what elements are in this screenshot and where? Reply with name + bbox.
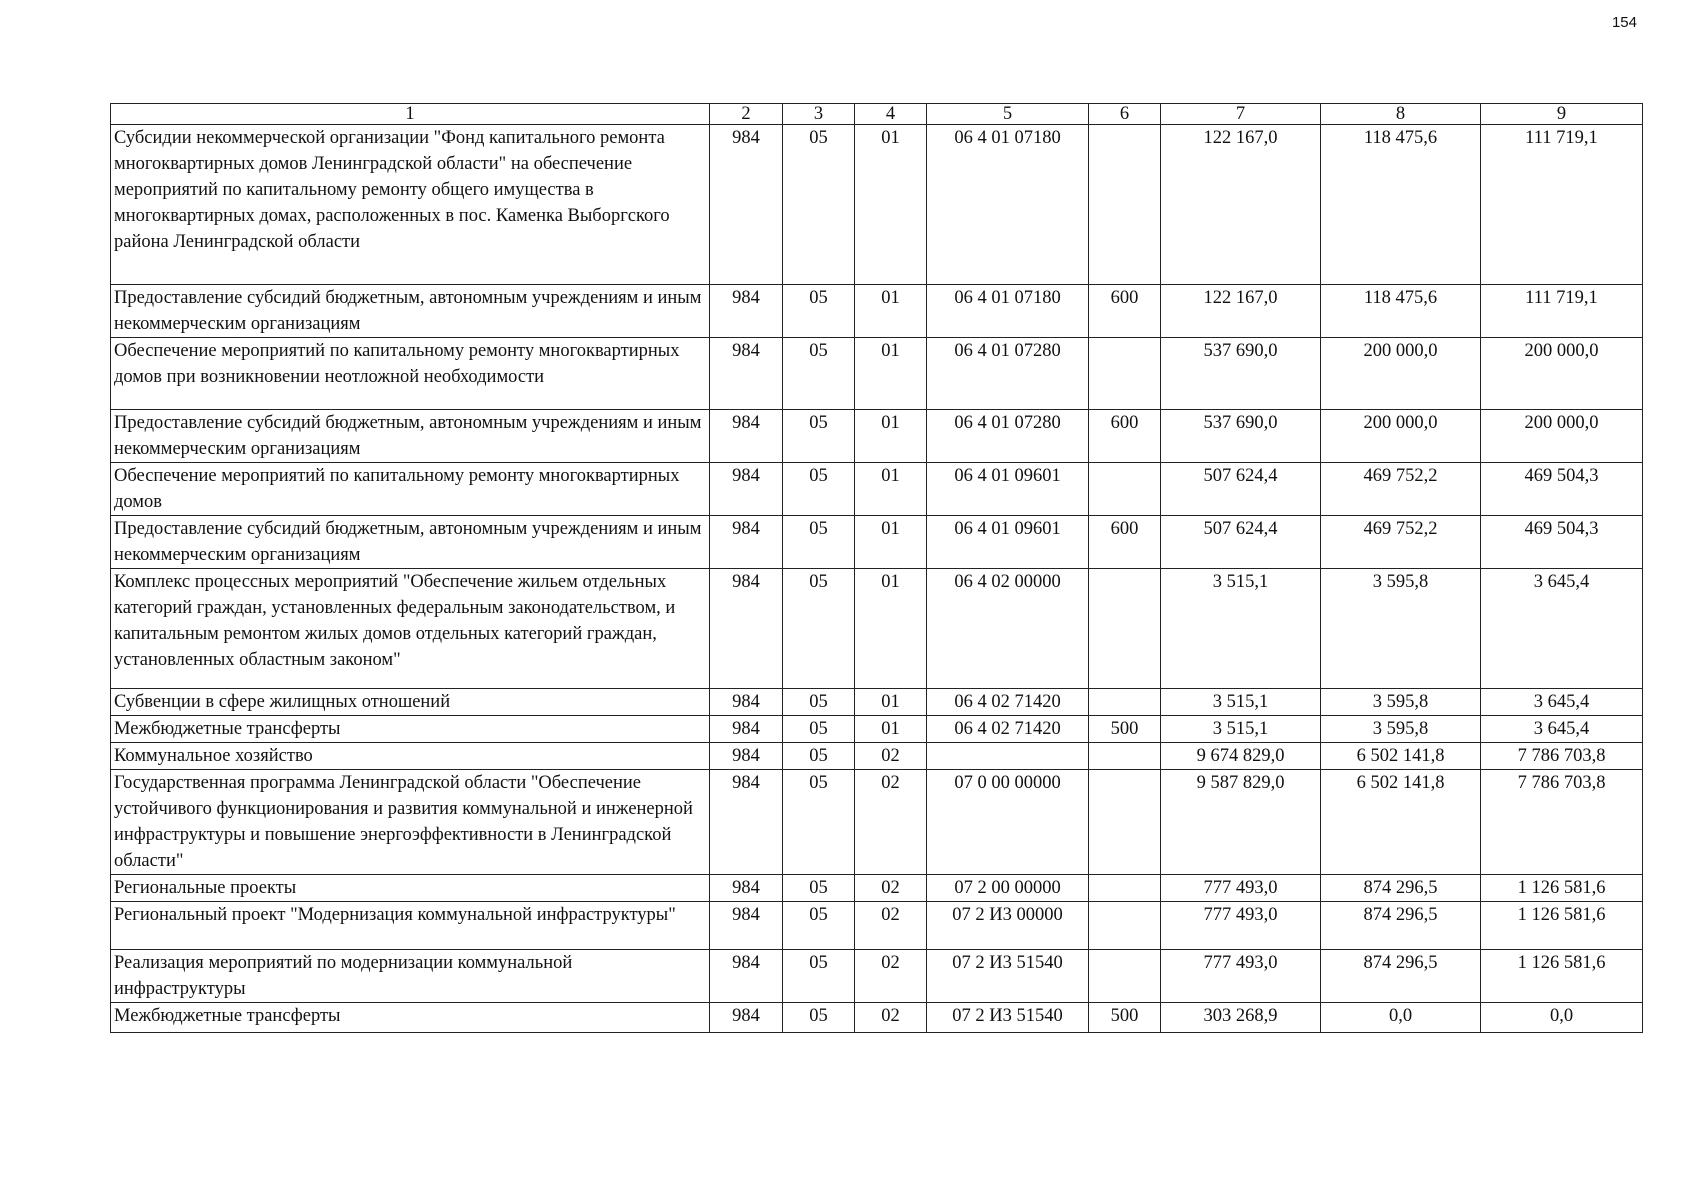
- row-name-cell: Комплекс процессных мероприятий "Обеспечение жильем отдельных категорий граждан, установленных федеральным законодательством, и капитальным ремонтом жилых домов отдельных категорий граждан, установленных областным законом": [111, 569, 710, 689]
- row-code-3-cell: 05: [783, 689, 855, 716]
- row-value-7-cell: 777 493,0: [1161, 875, 1321, 902]
- table-row: [111, 689, 1643, 716]
- page-number: 154: [1611, 14, 1637, 31]
- row-code-3-cell: 05: [783, 875, 855, 902]
- table-row: [111, 902, 1643, 950]
- row-value-8-cell: 3 595,8: [1321, 716, 1481, 743]
- row-value-8-cell: 469 752,2: [1321, 516, 1481, 569]
- row-value-8-cell: 0,0: [1321, 1003, 1481, 1033]
- row-value-7-cell: 3 515,1: [1161, 716, 1321, 743]
- row-code-3-cell: 05: [783, 125, 855, 285]
- row-value-9-cell: 1 126 581,6: [1481, 950, 1643, 1003]
- row-value-8-cell: 874 296,5: [1321, 902, 1481, 950]
- row-value-9-cell: 1 126 581,6: [1481, 875, 1643, 902]
- row-name-cell: Обеспечение мероприятий по капитальному ремонту многоквартирных домов при возникновении неотложной необходимости: [111, 338, 710, 410]
- row-value-8-cell: 874 296,5: [1321, 875, 1481, 902]
- table-row: [111, 1003, 1643, 1033]
- column-header: 9: [1481, 104, 1643, 125]
- column-header: 2: [710, 104, 783, 125]
- table-row: [111, 569, 1643, 689]
- row-code-6-cell: [1089, 463, 1161, 516]
- row-code-4-cell: 01: [855, 689, 927, 716]
- row-code-5-cell: 07 2 И3 51540: [927, 950, 1089, 1003]
- row-code-4-cell: 01: [855, 463, 927, 516]
- row-code-4-cell: 02: [855, 875, 927, 902]
- row-value-9-cell: 200 000,0: [1481, 410, 1643, 463]
- row-code-3-cell: 05: [783, 716, 855, 743]
- table-row: [111, 463, 1643, 516]
- row-code-5-cell: 06 4 02 71420: [927, 716, 1089, 743]
- row-value-7-cell: 537 690,0: [1161, 410, 1321, 463]
- table-row: [111, 410, 1643, 463]
- row-name-cell: Обеспечение мероприятий по капитальному ремонту многоквартирных домов: [111, 463, 710, 516]
- row-code-4-cell: 02: [855, 743, 927, 770]
- row-code-5-cell: 06 4 01 09601: [927, 463, 1089, 516]
- row-code-3-cell: 05: [783, 902, 855, 950]
- row-value-9-cell: 111 719,1: [1481, 285, 1643, 338]
- row-code-2-cell: 984: [710, 689, 783, 716]
- row-value-9-cell: 3 645,4: [1481, 689, 1643, 716]
- row-value-9-cell: 1 126 581,6: [1481, 902, 1643, 950]
- row-value-8-cell: 874 296,5: [1321, 950, 1481, 1003]
- row-code-5-cell: 07 2 И3 00000: [927, 902, 1089, 950]
- row-value-7-cell: 777 493,0: [1161, 950, 1321, 1003]
- row-code-2-cell: 984: [710, 125, 783, 285]
- row-code-6-cell: [1089, 902, 1161, 950]
- table-row: [111, 875, 1643, 902]
- row-code-3-cell: 05: [783, 285, 855, 338]
- table-row: [111, 516, 1643, 569]
- row-code-5-cell: 07 2 00 00000: [927, 875, 1089, 902]
- row-value-7-cell: 507 624,4: [1161, 516, 1321, 569]
- row-code-2-cell: 984: [710, 950, 783, 1003]
- row-code-6-cell: 600: [1089, 516, 1161, 569]
- row-code-2-cell: 984: [710, 716, 783, 743]
- row-code-3-cell: 05: [783, 569, 855, 689]
- row-code-5-cell: 06 4 01 07280: [927, 410, 1089, 463]
- row-name-cell: Коммунальное хозяйство: [111, 743, 710, 770]
- row-value-9-cell: 0,0: [1481, 1003, 1643, 1033]
- row-name-cell: Региональные проекты: [111, 875, 710, 902]
- row-code-5-cell: 06 4 01 07180: [927, 125, 1089, 285]
- column-header: 6: [1089, 104, 1161, 125]
- row-value-7-cell: 303 268,9: [1161, 1003, 1321, 1033]
- row-code-3-cell: 05: [783, 463, 855, 516]
- row-code-6-cell: 500: [1089, 716, 1161, 743]
- row-code-5-cell: [927, 743, 1089, 770]
- row-code-4-cell: 01: [855, 410, 927, 463]
- column-header: 7: [1161, 104, 1321, 125]
- row-code-6-cell: 500: [1089, 1003, 1161, 1033]
- row-name-cell: Межбюджетные трансферты: [111, 1003, 710, 1033]
- row-code-6-cell: [1089, 125, 1161, 285]
- table-row: [111, 338, 1643, 410]
- row-value-8-cell: 6 502 141,8: [1321, 743, 1481, 770]
- row-code-3-cell: 05: [783, 516, 855, 569]
- table-row: [111, 770, 1643, 875]
- row-value-9-cell: 200 000,0: [1481, 338, 1643, 410]
- table-row: [111, 743, 1643, 770]
- row-code-6-cell: [1089, 950, 1161, 1003]
- row-code-2-cell: 984: [710, 743, 783, 770]
- row-value-7-cell: 537 690,0: [1161, 338, 1321, 410]
- row-code-3-cell: 05: [783, 1003, 855, 1033]
- budget-table: [110, 103, 1643, 1033]
- row-value-8-cell: 3 595,8: [1321, 569, 1481, 689]
- row-value-9-cell: 7 786 703,8: [1481, 770, 1643, 875]
- row-value-7-cell: 9 674 829,0: [1161, 743, 1321, 770]
- column-header: 4: [855, 104, 927, 125]
- row-value-9-cell: 469 504,3: [1481, 516, 1643, 569]
- row-code-2-cell: 984: [710, 875, 783, 902]
- row-code-4-cell: 02: [855, 902, 927, 950]
- row-code-5-cell: 07 0 00 00000: [927, 770, 1089, 875]
- row-code-6-cell: [1089, 338, 1161, 410]
- table-header-row: [111, 104, 1643, 125]
- row-code-4-cell: 01: [855, 569, 927, 689]
- row-value-8-cell: 6 502 141,8: [1321, 770, 1481, 875]
- row-code-3-cell: 05: [783, 770, 855, 875]
- table-row: [111, 716, 1643, 743]
- row-value-9-cell: 7 786 703,8: [1481, 743, 1643, 770]
- row-code-3-cell: 05: [783, 950, 855, 1003]
- row-code-2-cell: 984: [710, 463, 783, 516]
- table-row: [111, 125, 1643, 285]
- row-code-4-cell: 01: [855, 285, 927, 338]
- row-name-cell: Реализация мероприятий по модернизации коммунальной инфраструктуры: [111, 950, 710, 1003]
- row-code-5-cell: 06 4 02 71420: [927, 689, 1089, 716]
- row-code-2-cell: 984: [710, 338, 783, 410]
- row-value-7-cell: 507 624,4: [1161, 463, 1321, 516]
- row-value-8-cell: 3 595,8: [1321, 689, 1481, 716]
- row-value-7-cell: 9 587 829,0: [1161, 770, 1321, 875]
- row-code-5-cell: 07 2 И3 51540: [927, 1003, 1089, 1033]
- row-value-8-cell: 200 000,0: [1321, 338, 1481, 410]
- row-code-4-cell: 01: [855, 125, 927, 285]
- row-name-cell: Субсидии некоммерческой организации "Фонд капитального ремонта многоквартирных домов Ленинградской области" на обеспечение мероприятий по капитальному ремонту общего имущества в многоквартирных домах, расположенных в пос. Каменка Выборгского района Ленинградской области: [111, 125, 710, 285]
- row-value-7-cell: 777 493,0: [1161, 902, 1321, 950]
- row-value-8-cell: 118 475,6: [1321, 285, 1481, 338]
- row-code-4-cell: 01: [855, 516, 927, 569]
- row-code-2-cell: 984: [710, 902, 783, 950]
- row-name-cell: Предоставление субсидий бюджетным, автономным учреждениям и иным некоммерческим организациям: [111, 516, 710, 569]
- row-code-6-cell: 600: [1089, 285, 1161, 338]
- row-code-4-cell: 02: [855, 1003, 927, 1033]
- row-code-6-cell: [1089, 743, 1161, 770]
- row-code-5-cell: 06 4 01 07280: [927, 338, 1089, 410]
- row-code-6-cell: 600: [1089, 410, 1161, 463]
- row-code-2-cell: 984: [710, 770, 783, 875]
- row-value-9-cell: 3 645,4: [1481, 569, 1643, 689]
- row-value-8-cell: 469 752,2: [1321, 463, 1481, 516]
- row-code-3-cell: 05: [783, 338, 855, 410]
- row-value-9-cell: 111 719,1: [1481, 125, 1643, 285]
- row-value-7-cell: 3 515,1: [1161, 569, 1321, 689]
- column-header: 5: [927, 104, 1089, 125]
- row-name-cell: Субвенции в сфере жилищных отношений: [111, 689, 710, 716]
- row-name-cell: Предоставление субсидий бюджетным, автономным учреждениям и иным некоммерческим организациям: [111, 285, 710, 338]
- row-code-3-cell: 05: [783, 743, 855, 770]
- row-value-8-cell: 200 000,0: [1321, 410, 1481, 463]
- row-name-cell: Региональный проект "Модернизация коммунальной инфраструктуры": [111, 902, 710, 950]
- row-value-7-cell: 122 167,0: [1161, 125, 1321, 285]
- row-code-4-cell: 02: [855, 770, 927, 875]
- table-row: [111, 950, 1643, 1003]
- row-value-7-cell: 122 167,0: [1161, 285, 1321, 338]
- row-code-2-cell: 984: [710, 1003, 783, 1033]
- row-code-6-cell: [1089, 569, 1161, 689]
- row-value-7-cell: 3 515,1: [1161, 689, 1321, 716]
- row-code-4-cell: 02: [855, 950, 927, 1003]
- column-header: 8: [1321, 104, 1481, 125]
- column-header: 3: [783, 104, 855, 125]
- row-value-9-cell: 469 504,3: [1481, 463, 1643, 516]
- row-code-2-cell: 984: [710, 285, 783, 338]
- row-code-2-cell: 984: [710, 569, 783, 689]
- row-code-6-cell: [1089, 689, 1161, 716]
- row-code-4-cell: 01: [855, 716, 927, 743]
- row-code-4-cell: 01: [855, 338, 927, 410]
- row-code-5-cell: 06 4 02 00000: [927, 569, 1089, 689]
- row-code-6-cell: [1089, 770, 1161, 875]
- row-code-2-cell: 984: [710, 410, 783, 463]
- row-code-5-cell: 06 4 01 07180: [927, 285, 1089, 338]
- row-name-cell: Предоставление субсидий бюджетным, автономным учреждениям и иным некоммерческим организациям: [111, 410, 710, 463]
- row-code-6-cell: [1089, 875, 1161, 902]
- column-header: 1: [111, 104, 710, 125]
- row-name-cell: Межбюджетные трансферты: [111, 716, 710, 743]
- row-value-9-cell: 3 645,4: [1481, 716, 1643, 743]
- table-row: [111, 285, 1643, 338]
- row-code-2-cell: 984: [710, 516, 783, 569]
- row-code-5-cell: 06 4 01 09601: [927, 516, 1089, 569]
- row-code-3-cell: 05: [783, 410, 855, 463]
- row-value-8-cell: 118 475,6: [1321, 125, 1481, 285]
- row-name-cell: Государственная программа Ленинградской области "Обеспечение устойчивого функционирования и развития коммунальной и инженерной инфраструктуры и повышение энергоэффективности в Ленинградской области": [111, 770, 710, 875]
